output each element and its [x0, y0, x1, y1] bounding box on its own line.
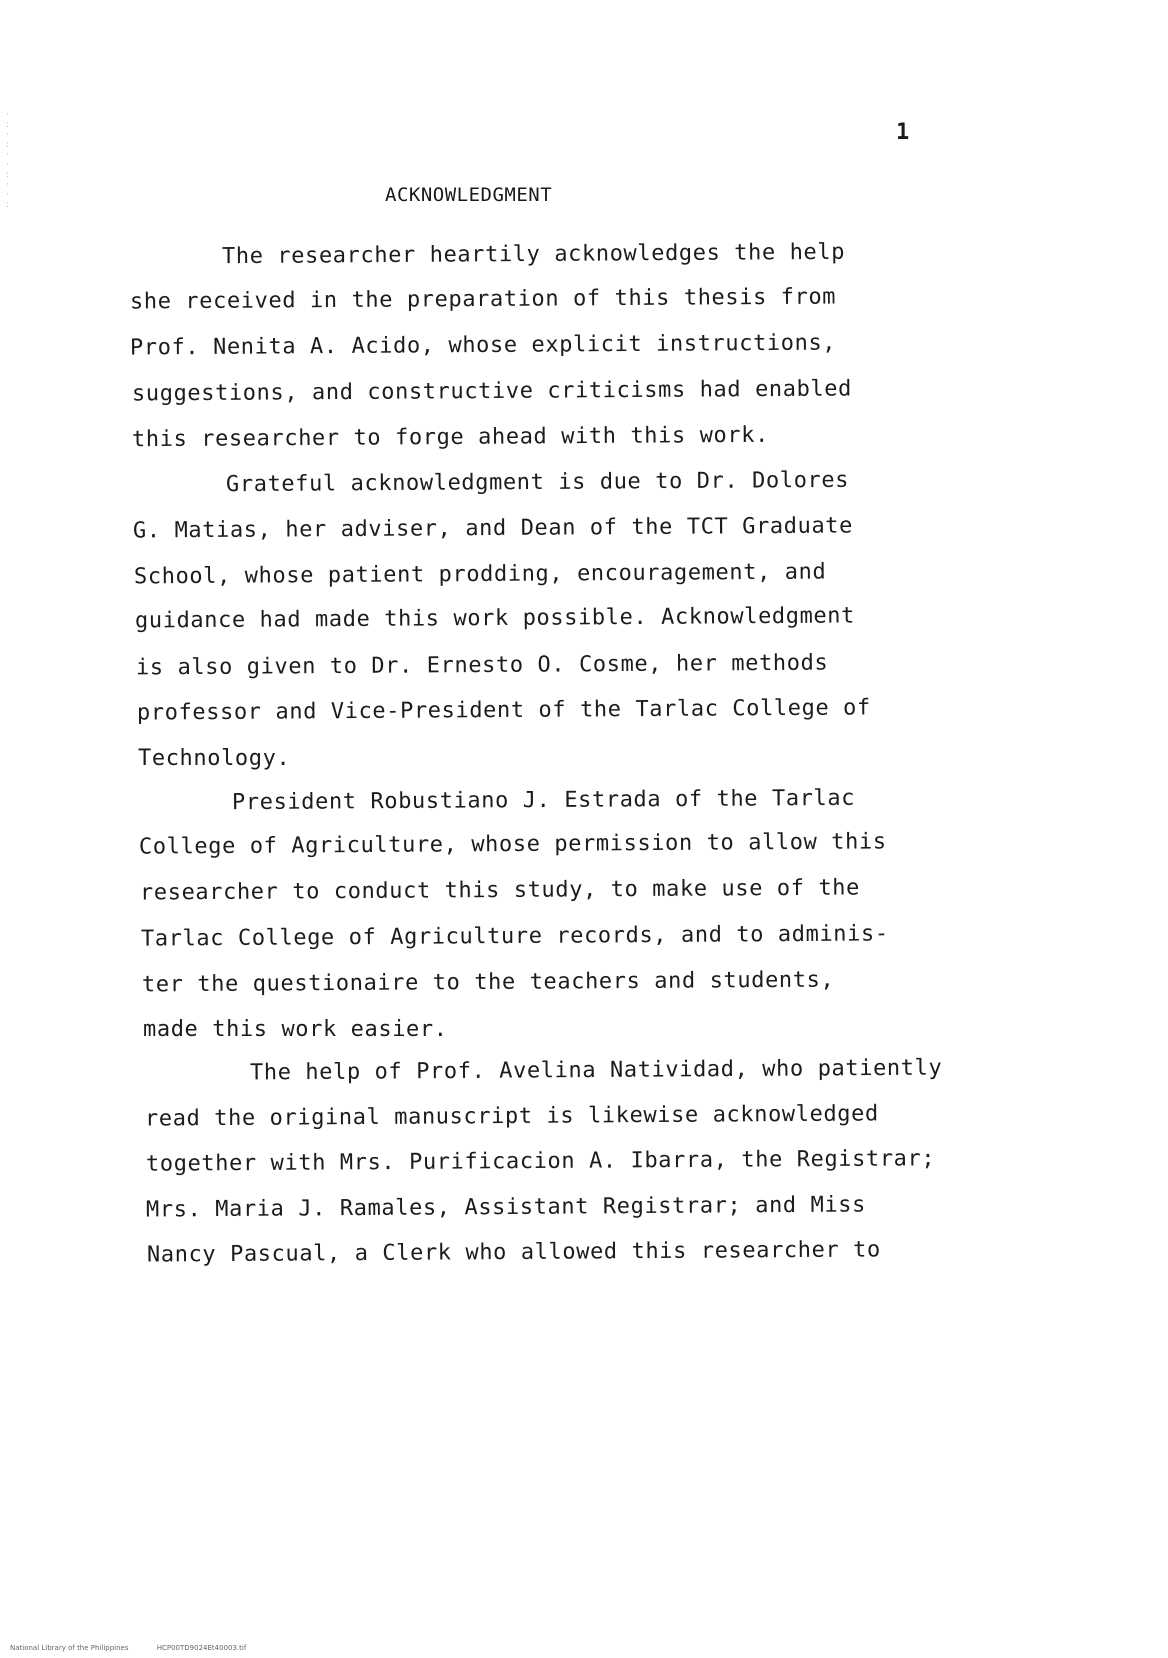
footer-library: National Library of the Philippines	[10, 1644, 129, 1652]
text-line: Grateful acknowledgment is due to Dr. Dolores	[225, 467, 850, 498]
text-line: ter the questionaire to the teachers and students,	[141, 967, 835, 998]
text-line: G. Matias, her adviser, and Dean of the TCT Graduate	[132, 513, 854, 544]
text-line: suggestions, and constructive criticisms had enabled	[131, 376, 853, 407]
text-line: is also given to Dr. Ernesto O. Cosme, her methods	[135, 650, 829, 681]
text-line: Tarlac College of Agriculture records, and to adminis-	[140, 921, 889, 952]
page-title: ACKNOWLEDGMENT	[385, 184, 553, 206]
text-line: School, whose patient prodding, encouragement, and	[133, 559, 827, 590]
scan-footer	[10, 1644, 272, 1652]
text-line: this researcher to forge ahead with this work.	[131, 422, 769, 453]
text-line: College of Agriculture, whose permission to allow this	[138, 829, 887, 860]
footer-file-id: HCP00TD9024Et40003.tif	[156, 1644, 247, 1652]
text-line: guidance had made this work possible. Acknowledgment	[134, 603, 856, 634]
text-line: professor and Vice-President of the Tarlac College of	[136, 695, 871, 726]
text-line: Prof. Nenita A. Acido, whose explicit instructions,	[129, 330, 837, 361]
text-line: Mrs. Maria J. Ramales, Assistant Registrar; and Miss	[145, 1192, 867, 1223]
page-number: 1	[896, 120, 910, 145]
scan-margin-marks: · : · : · · : · · :	[6, 110, 10, 210]
text-line: read the original manuscript is likewise acknowledged	[144, 1101, 879, 1132]
text-line: researcher to conduct this study, to make use of the	[139, 875, 861, 906]
text-line: The researcher heartily acknowledges the help	[221, 239, 846, 270]
text-line: Nancy Pascual, a Clerk who allowed this researcher to	[146, 1237, 881, 1268]
text-line: together with Mrs. Purificacion A. Ibarra, the Registrar;	[145, 1146, 936, 1177]
text-line: she received in the preparation of this thesis from	[129, 284, 837, 315]
text-line: made this work easier.	[143, 1017, 448, 1042]
text-line: President Robustiano J. Estrada of the Tarlac	[231, 785, 856, 816]
text-line: The help of Prof. Avelina Natividad, who patiently	[249, 1055, 943, 1086]
text-line: Technology.	[138, 746, 291, 771]
